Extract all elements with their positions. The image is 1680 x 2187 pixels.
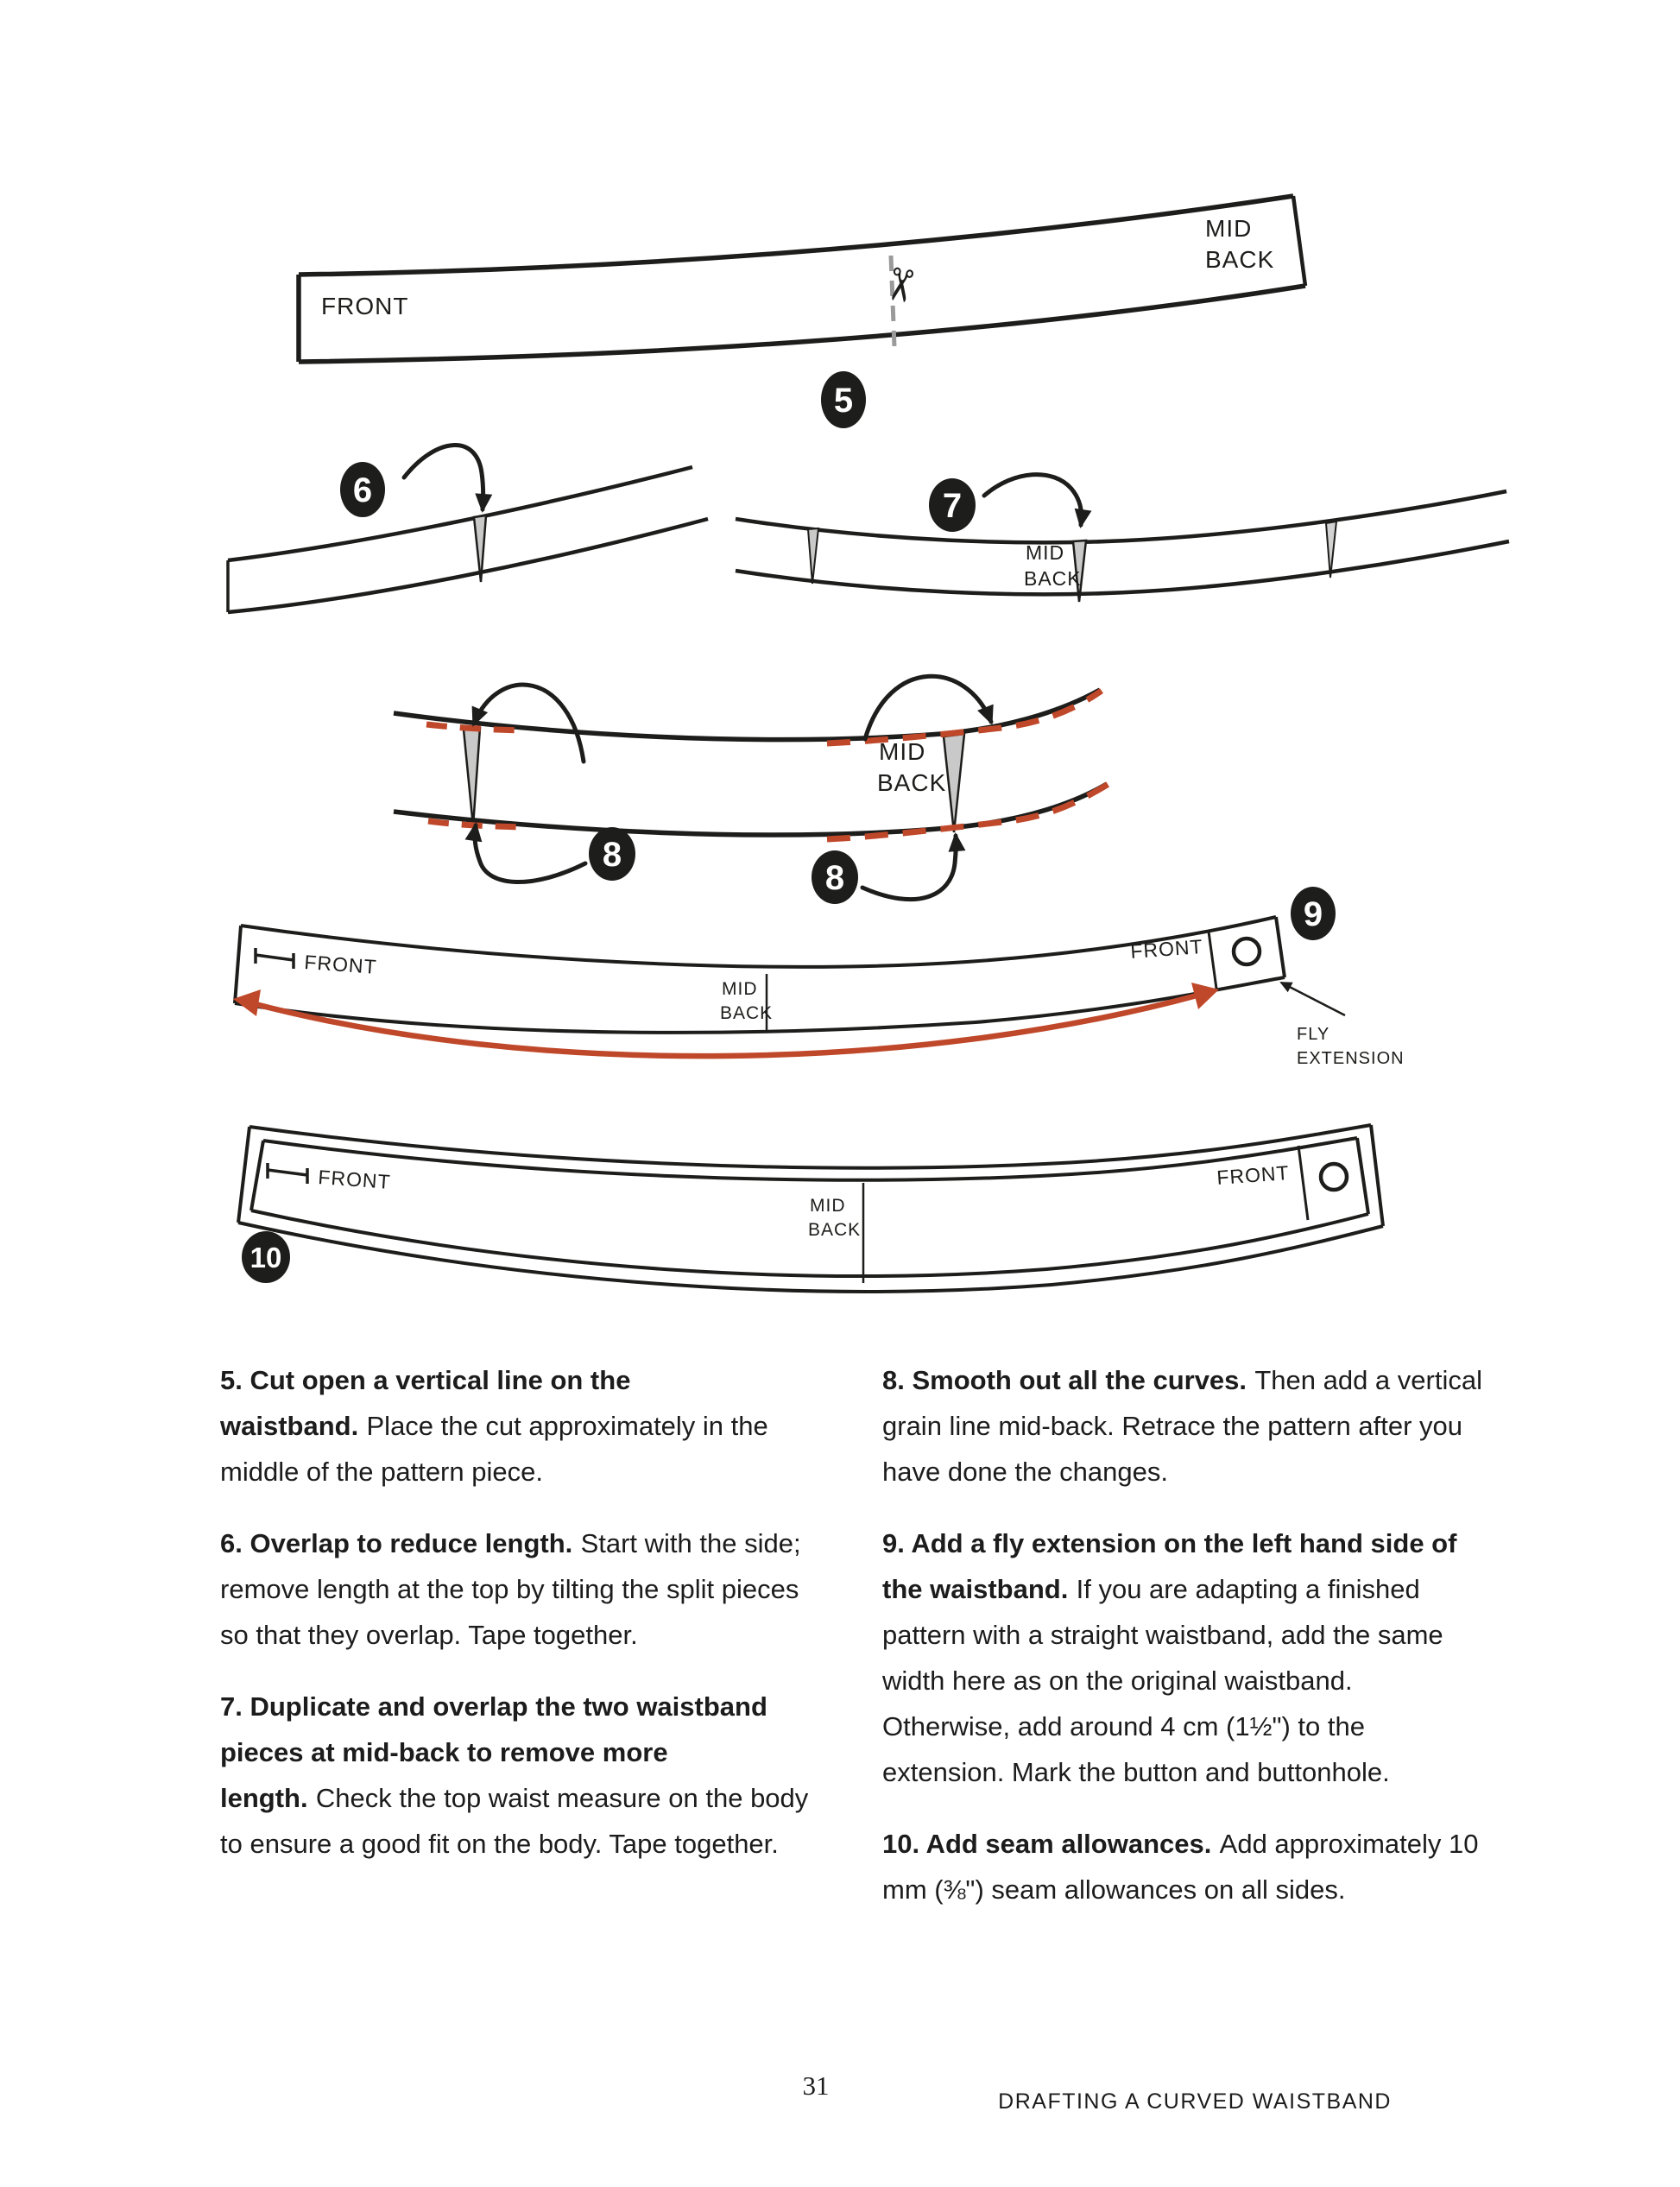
band-right-edge [1276, 917, 1285, 977]
instruction-step-9 [882, 1520, 1487, 1795]
inner-top-edge [263, 1138, 1357, 1180]
front-label-right: FRONT [1216, 1161, 1291, 1189]
mid-back-label-line1: MID [722, 979, 758, 999]
mid-back-label-line1: MID [1026, 541, 1065, 564]
instructions-column-left [220, 1357, 820, 1893]
left-edges [238, 1127, 263, 1223]
mid-back-label-line2: BACK [877, 769, 947, 796]
fly-extension-label-line2: EXTENSION [1297, 1049, 1405, 1068]
svg-text:8: 8 [602, 836, 622, 874]
band-bottom-edge [736, 541, 1509, 594]
front-label-left: FRONT [303, 951, 378, 978]
diagram-step5 [299, 196, 1305, 428]
svg-text:7: 7 [942, 487, 963, 525]
mid-back-label-line1: MID [879, 738, 926, 765]
fly-extension-label-line1: FLY [1297, 1025, 1330, 1044]
svg-text:6: 6 [352, 471, 373, 509]
diagram-step6 [228, 446, 708, 612]
instructions-column-right [882, 1357, 1487, 1938]
svg-text:9: 9 [1303, 895, 1323, 933]
mid-back-dart [944, 734, 964, 832]
running-title: DRAFTING A CURVED WAISTBAND [998, 2089, 1392, 2114]
instruction-lead: 6. Overlap to reduce length. [220, 1528, 573, 1558]
side-dart-left [808, 528, 818, 584]
instruction-step-8 [882, 1357, 1487, 1495]
instruction-step-7 [220, 1684, 820, 1867]
grainline-icon [268, 1163, 307, 1184]
instruction-body: Then add a vertical grain line mid-back. Retrace the pattern after you have done the changes. [882, 1365, 1482, 1487]
buttonhole-icon [1321, 1164, 1347, 1190]
instruction-lead: 9. Add a fly extension on the left hand side of the waistband. [882, 1528, 1457, 1604]
front-label-right: FRONT [1129, 935, 1204, 963]
pointer-arrow-left [475, 825, 585, 882]
band-bottom-edge [299, 286, 1305, 362]
band-bottom-edge [228, 519, 708, 612]
fold-arrow [404, 446, 483, 509]
instruction-body: Check the top waist measure on the body to ensure a good fit on the body. Tape together. [220, 1783, 809, 1859]
band-left-edge [235, 926, 241, 1003]
mid-back-label-line2: BACK [808, 1220, 862, 1240]
side-dart-right [1326, 521, 1336, 578]
diagram-step10 [238, 1125, 1383, 1292]
diagram-step8 [394, 676, 1108, 904]
mid-back-label-line2: BACK [1024, 567, 1082, 590]
diagram-step7 [736, 475, 1509, 602]
step-badge-9 [1291, 887, 1336, 940]
band-top-edge [228, 467, 692, 560]
mid-back-label-line1: MID [1205, 215, 1253, 242]
scissors-icon: ✂ [871, 262, 928, 308]
front-label-left: FRONT [317, 1166, 392, 1193]
svg-text:8: 8 [824, 859, 845, 897]
step-badge-10 [242, 1231, 290, 1283]
band-top-edge [736, 491, 1506, 542]
right-edges [1357, 1125, 1383, 1226]
mid-back-label-line1: MID [810, 1196, 846, 1216]
step-badge-8-right [812, 850, 858, 904]
instruction-step-10 [882, 1821, 1487, 1912]
pointer-arrow-right [862, 836, 956, 900]
side-dart [464, 728, 480, 826]
instruction-step-5 [220, 1357, 820, 1495]
fly-separator-line [1298, 1146, 1308, 1220]
fly-extension-pointer [1281, 983, 1345, 1015]
band-right-edge [1293, 196, 1305, 286]
svg-text:10: 10 [249, 1242, 282, 1274]
instruction-step-6 [220, 1520, 820, 1658]
buttonhole-icon [1234, 939, 1260, 964]
fly-separator-line [1209, 932, 1216, 989]
step-badge-7 [929, 478, 976, 532]
instruction-lead: 8. Smooth out all the curves. [882, 1365, 1247, 1395]
instruction-body: Add approximately 10 mm (⅜") seam allowances on all sides. [882, 1829, 1479, 1905]
instruction-body: If you are adapting a finished pattern with a straight waistband, add the same width here as on the original waistband. Otherwise, add around 4 cm (1½") to the extension. Mark the button and buttonhole. [882, 1574, 1443, 1787]
mid-back-label-line2: BACK [1205, 246, 1275, 273]
step-badge-5 [821, 371, 866, 428]
fold-arrow [984, 475, 1082, 525]
instruction-lead: 5. Cut open a vertical line on the waistband. [220, 1365, 631, 1441]
mid-back-label-line2: BACK [720, 1003, 774, 1023]
instruction-lead: 7. Duplicate and overlap the two waistband pieces at mid-back to remove more length. [220, 1691, 767, 1813]
step-badge-8-left [589, 827, 635, 881]
step-badge-6 [340, 462, 385, 517]
grainline-icon [256, 948, 294, 969]
instruction-body: Place the cut approximately in the middle of the pattern piece. [220, 1411, 768, 1487]
instruction-body: Start with the side; remove length at the top by tilting the split pieces so that they overlap. Tape together. [220, 1528, 801, 1650]
svg-text:5: 5 [833, 382, 854, 420]
diagram-step9 [233, 887, 1405, 1068]
band-top-edge [241, 917, 1276, 967]
band-top-edge [299, 196, 1293, 275]
page-number: 31 [802, 2070, 830, 2101]
front-label: FRONT [321, 293, 409, 319]
instruction-lead: 10. Add seam allowances. [882, 1829, 1212, 1859]
